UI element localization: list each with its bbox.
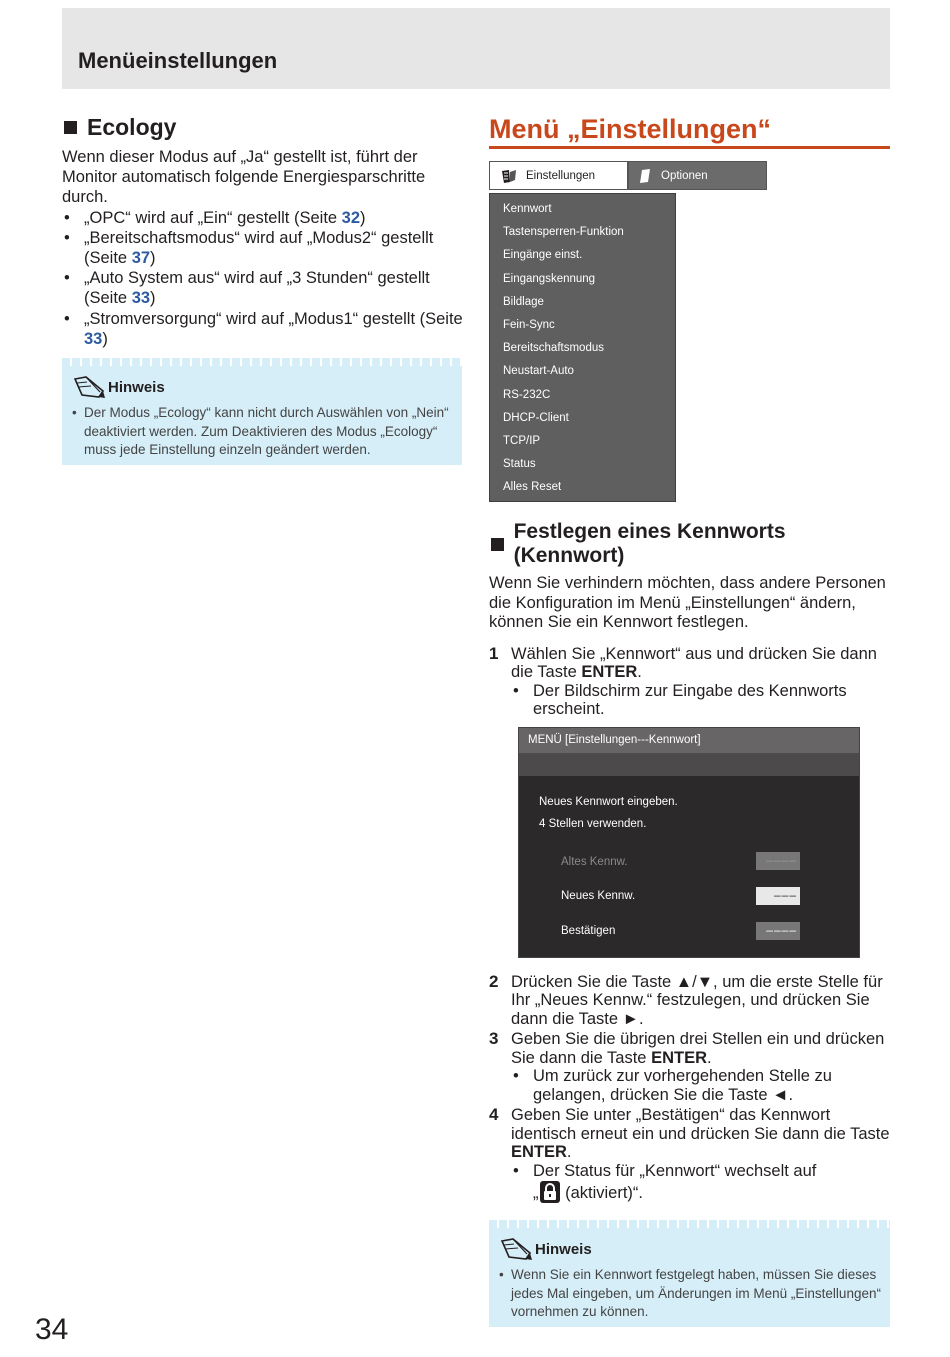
bullet-close: ) — [360, 208, 366, 227]
steps-list — [489, 645, 890, 1205]
field-label-neues: Neues Kennw. — [561, 889, 636, 902]
step-sub-bullet: • Der Bildschirm zur Eingabe des Kennworts erscheint. — [511, 682, 890, 719]
field-bestaetigen[interactable]: –––– — [756, 922, 800, 940]
pencil-note-icon — [72, 374, 106, 400]
osd-screen-title: MENÜ [Einstellungen---Kennwort] — [519, 728, 859, 753]
note-text: • Wenn Sie ein Kennwort festgelegt haben, müssen Sie dieses jedes Mal eingeben, um Änderungen im Menü „Einstellungen“ vornehmen zu können. — [499, 1266, 886, 1322]
osd-line-1: Neues Kennwort eingeben. — [539, 795, 678, 808]
osd-line-2: 4 Stellen verwenden. — [539, 817, 647, 830]
list-item — [62, 228, 464, 268]
square-bullet-icon — [64, 121, 77, 134]
settings-menu-icon — [500, 168, 518, 184]
step-end: . — [706, 1048, 712, 1067]
tab-einstellungen[interactable] — [489, 161, 628, 190]
options-menu-icon — [639, 168, 653, 184]
menu-section-title: Menü „Einstellungen“ — [489, 114, 890, 149]
page-link[interactable]: 33 — [84, 329, 103, 348]
menu-item-fein-sync[interactable]: Fein-Sync — [503, 318, 555, 331]
note-heading — [62, 374, 462, 400]
menu-item-neustart-auto[interactable]: Neustart-Auto — [503, 365, 574, 378]
page-link[interactable]: 33 — [131, 289, 151, 308]
ecology-intro: Wenn dieser Modus auf „Ja“ gestellt ist, führt der Monitor automatisch folgende Energiesparschritte durch. — [62, 148, 426, 207]
tab-label: Optionen — [661, 169, 708, 182]
menu-item-kennwort[interactable]: Kennwort — [503, 203, 552, 215]
tab-optionen[interactable] — [628, 161, 767, 190]
menu-item-bereitschaftsmodus[interactable]: Bereitschaftsmodus — [503, 342, 604, 355]
note-body — [62, 400, 462, 466]
step-1 — [489, 645, 890, 719]
step-body: Geben Sie unter „Bestätigen“ das Kennwort identisch erneut ein und drücken Sie dann die Taste — [511, 1106, 890, 1143]
bullet-close: ) — [150, 289, 156, 308]
note-body — [489, 1262, 890, 1328]
step-text — [511, 1106, 890, 1204]
key-enter: ENTER — [511, 1143, 567, 1162]
pencil-note-icon — [499, 1236, 533, 1262]
menu-item-tcpip[interactable]: TCP/IP — [503, 434, 541, 447]
bullet-text: „Bereitschaftsmodus“ wird auf „Modus2“ gestellt (Seite — [84, 228, 434, 268]
password-intro: Wenn Sie verhindern möchten, dass andere Personen die Konfiguration im Menü „Einstellungen“ ändern, können Sie ein Kennwort festlegen. — [489, 574, 886, 632]
password-heading — [489, 520, 890, 568]
menu-item-eingangskennung[interactable]: Eingangskennung — [503, 272, 596, 285]
note-dashed-border — [489, 1220, 890, 1228]
ecology-heading — [62, 114, 464, 141]
step-2 — [489, 973, 890, 1029]
step-text — [511, 1030, 890, 1104]
step-number: 2 — [489, 971, 499, 991]
note-title: Hinweis — [535, 1240, 592, 1258]
square-bullet-icon — [491, 538, 504, 551]
page-link[interactable]: 37 — [131, 249, 151, 268]
key-enter: ENTER — [581, 663, 638, 682]
key-enter: ENTER — [651, 1048, 707, 1067]
password-note — [489, 1220, 890, 1327]
list-item — [62, 268, 464, 308]
menu-item-dhcp-client[interactable]: DHCP-Client — [503, 411, 569, 424]
menu-item-rs232c[interactable]: RS-232C — [503, 388, 551, 401]
step-body: Wählen Sie „Kennwort“ aus und drücken Sie dann die Taste — [511, 644, 877, 682]
step-number: 3 — [489, 1029, 499, 1049]
step-4 — [489, 1106, 890, 1204]
step-number: 4 — [489, 1105, 499, 1125]
menu-item-alles-reset[interactable]: Alles Reset — [503, 481, 562, 494]
sub-text-quote: „ — [533, 1184, 539, 1203]
menu-item-tastensperren[interactable]: Tastensperren-Funktion — [503, 226, 624, 239]
page-number: 34 — [35, 1313, 69, 1346]
osd-menu-list — [489, 193, 676, 502]
step-body: Geben Sie die übrigen drei Stellen ein und drücken Sie dann die Taste — [511, 1030, 885, 1067]
sub-text-b: (aktiviert)“. — [560, 1184, 643, 1203]
ecology-heading-text: Ecology — [87, 114, 177, 140]
note-dashed-border — [62, 358, 462, 366]
field-label-bestaetigen: Bestätigen — [561, 924, 616, 937]
note-text: • Der Modus „Ecology“ kann nicht durch Auswählen von „Nein“ deaktiviert werden. Zum Deaktivieren des Modus „Ecology“ muss jede Einstellung einzeln geändert werden. — [72, 404, 458, 460]
ecology-note — [62, 358, 462, 465]
page-header-title: Menüeinstellungen — [78, 48, 278, 73]
menu-item-status[interactable]: Status — [503, 458, 536, 471]
right-column — [489, 114, 890, 1327]
step-3 — [489, 1030, 890, 1104]
page-link[interactable]: 32 — [341, 208, 361, 227]
step-sub-bullet — [511, 1162, 890, 1205]
password-osd-screen — [518, 727, 860, 958]
step-number: 1 — [489, 643, 499, 663]
lock-icon — [539, 1180, 561, 1204]
step-text — [511, 645, 890, 719]
menu-item-bildlage[interactable]: Bildlage — [503, 295, 544, 308]
field-neues-kennwort[interactable]: ––– — [756, 887, 800, 905]
ecology-bullet-list — [62, 208, 464, 349]
step-end: . — [566, 1143, 572, 1162]
field-altes-kennwort[interactable]: –––– — [756, 852, 800, 870]
bullet-text: „Auto System aus“ wird auf „3 Stunden“ gestellt (Seite — [84, 269, 430, 308]
list-item — [62, 208, 464, 228]
step-end: . — [637, 663, 642, 682]
menu-item-eingaenge[interactable]: Eingänge einst. — [503, 249, 583, 262]
bullet-text: „Stromversorgung“ wird auf „Modus1“ gestellt (Seite — [84, 309, 463, 328]
bullet-close: ) — [150, 249, 156, 268]
left-column — [62, 114, 464, 465]
sub-text-a: Der Status für „Kennwort“ wechselt auf — [533, 1161, 817, 1180]
osd-tab-bar — [489, 161, 890, 190]
header-band — [62, 8, 890, 89]
bullet-close: ) — [102, 329, 108, 348]
note-heading — [489, 1236, 890, 1262]
tab-label: Einstellungen — [526, 169, 596, 182]
step-sub-bullet: • Um zurück zur vorhergehenden Stelle zu gelangen, drücken Sie die Taste ◄. — [511, 1067, 890, 1104]
note-title: Hinweis — [108, 378, 165, 396]
field-label-altes: Altes Kennw. — [561, 855, 628, 868]
password-heading-text: Festlegen eines Kennworts (Kennwort) — [513, 520, 786, 568]
bullet-text: „OPC“ wird auf „Ein“ gestellt (Seite — [84, 208, 342, 227]
osd-screen-subbar — [519, 753, 859, 776]
step-text: Drücken Sie die Taste ▲/▼, um die erste Stelle für Ihr „Neues Kennw.“ festzulegen, und drücken Sie dann die Taste ►. — [511, 972, 883, 1028]
list-item — [62, 309, 464, 349]
